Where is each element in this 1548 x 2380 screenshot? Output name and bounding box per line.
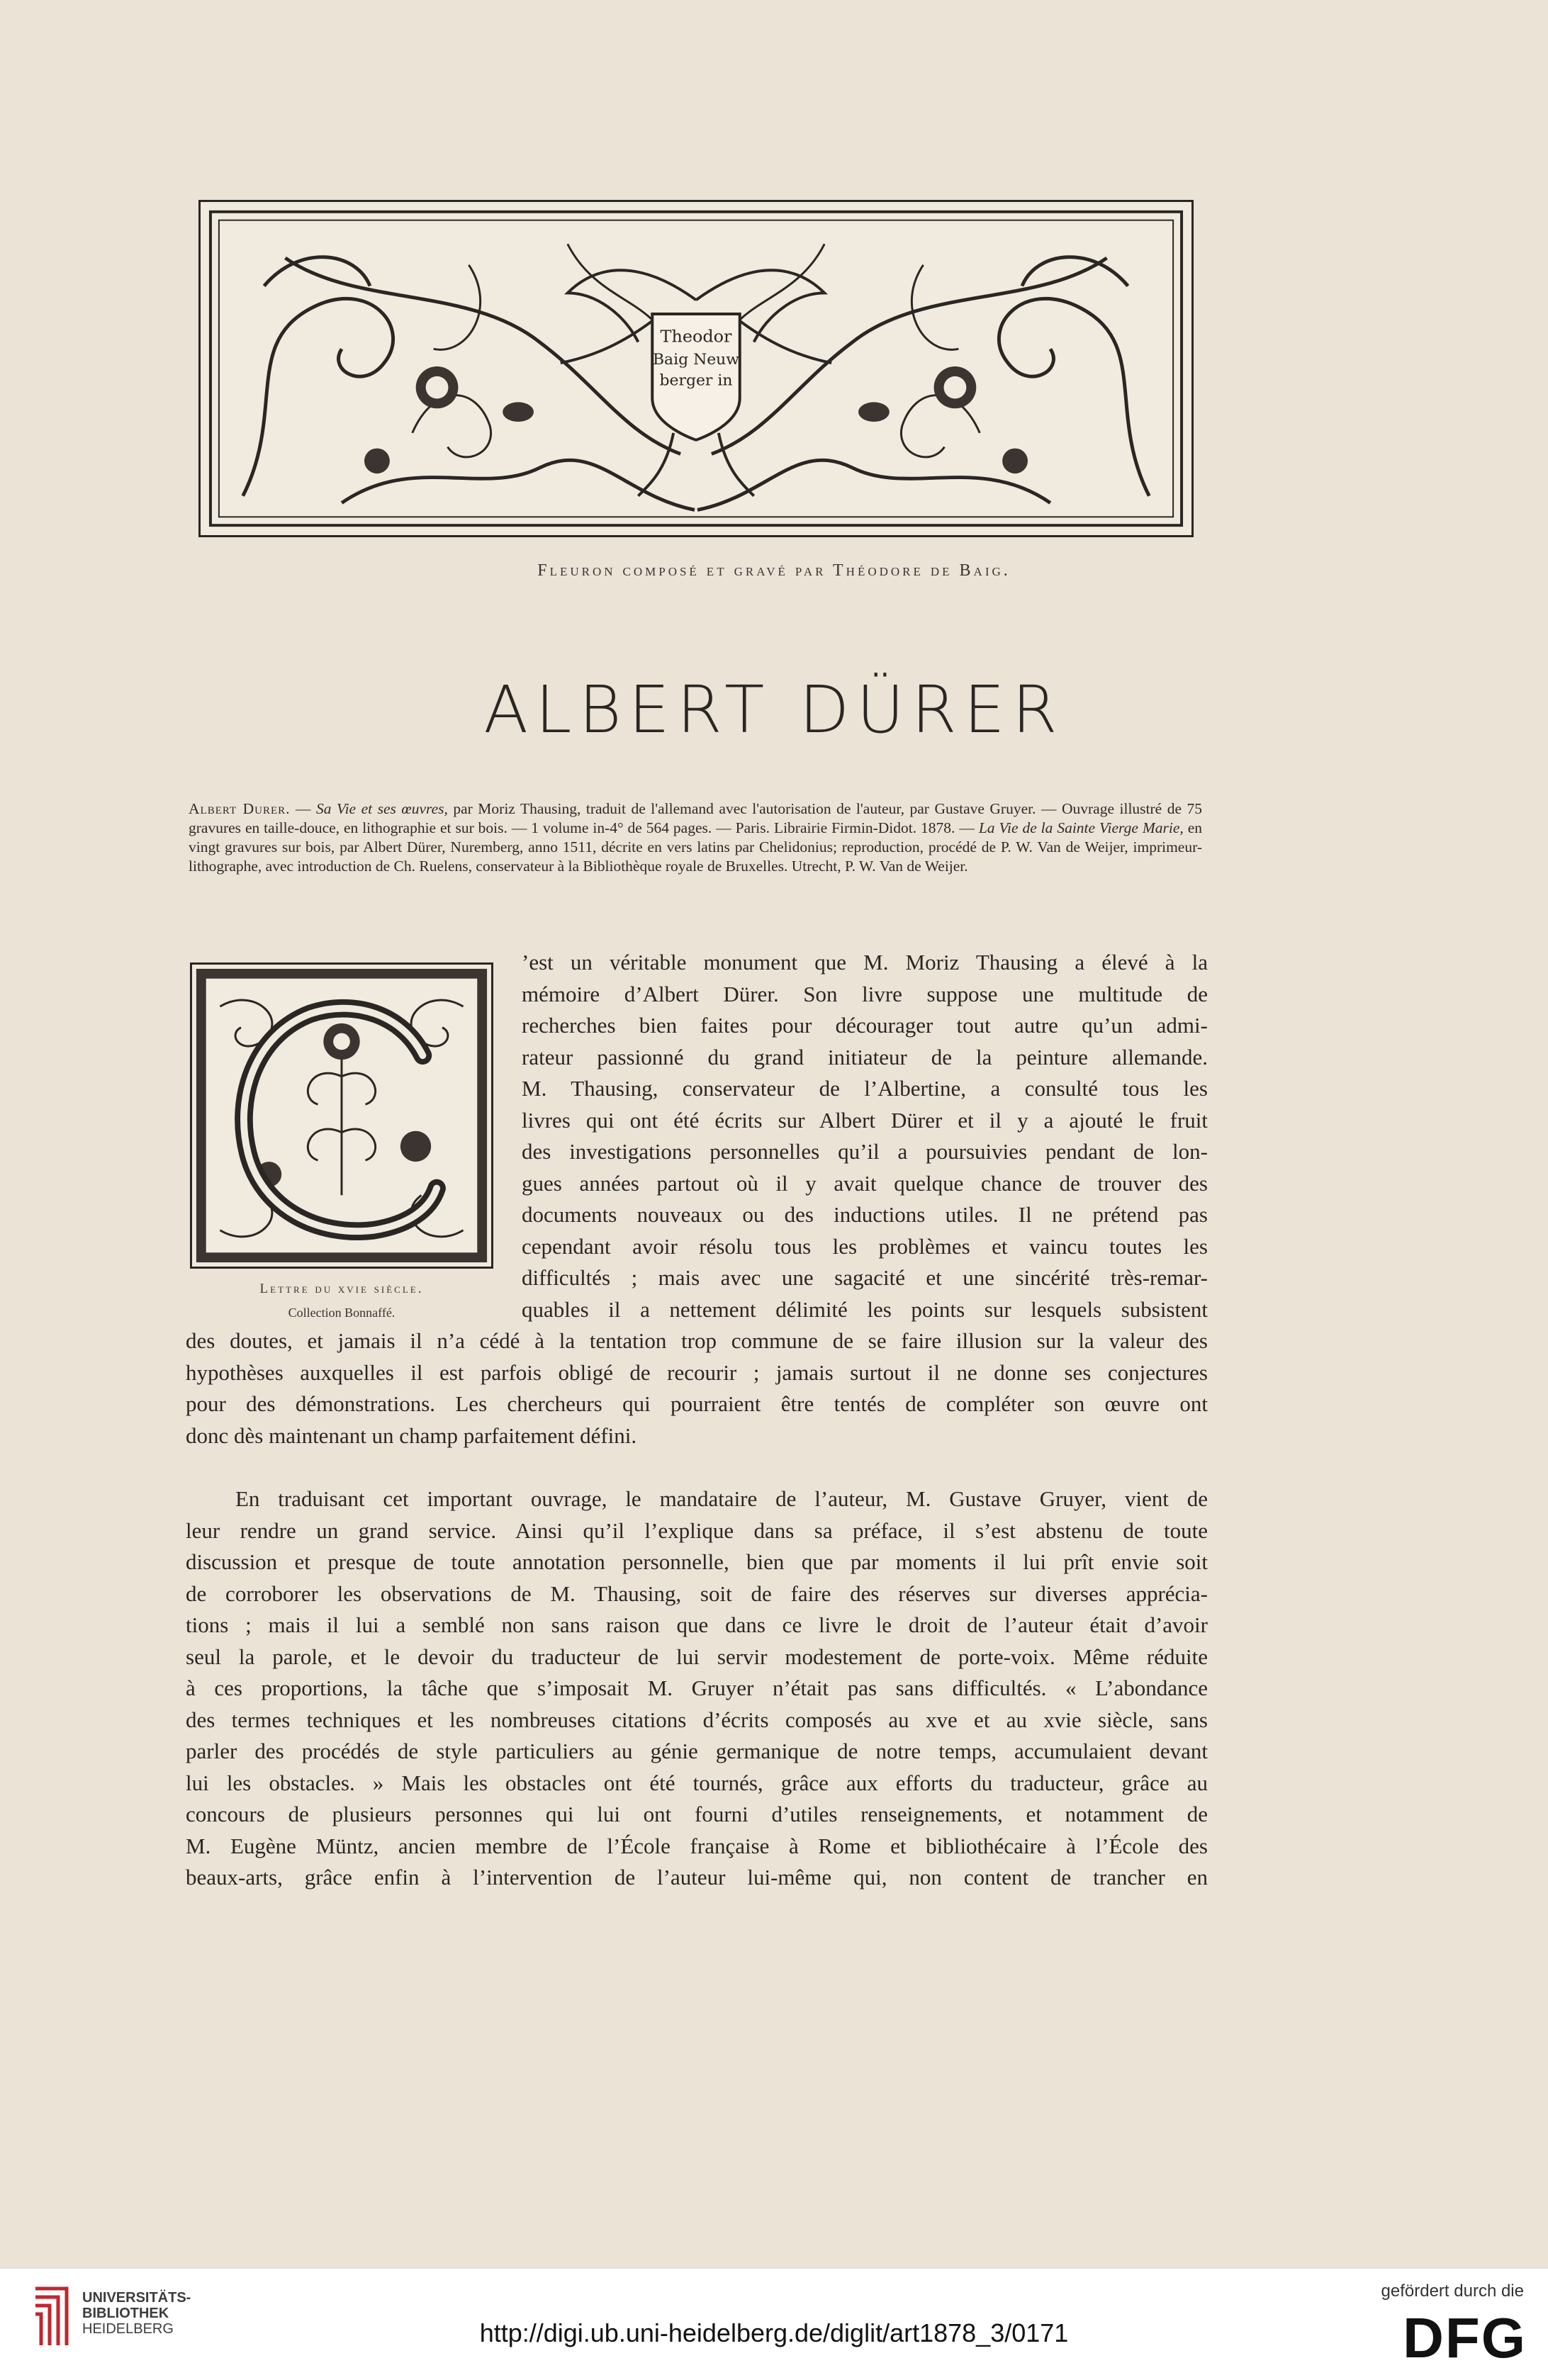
dfg-logo[interactable]: DFG [1403,2306,1527,2369]
body-line: concours de plusieurs personnes qui lui ont fourni d’utiles renseignements, et notamment de [186,1802,1208,1826]
body-line: tions ; mais il lui a semblé non sans raison que dans ce livre le droit de l’auteur était d’avoir [186,1612,1208,1637]
body-line: lui les obstacles. » Mais les obstacles ont été tournés, grâce aux efforts du traducteur, grâce au [186,1770,1208,1795]
body-line: des doutes, et jamais il n’a cédé à la tentation trop commune de se faire illusion sur la valeur des [186,1328,1208,1353]
permalink-url[interactable]: http://digi.ub.uni-heidelberg.de/diglit/art1878_3/0171 [479,2318,1069,2347]
body-line: gues années partout où il y avait quelque chance de trouver des [522,1170,1208,1196]
biblio-text: — [290,800,317,817]
body-line: seul la parole, et le devoir du traducteur de lui servir modestement de porte-voix. Même réduite [186,1644,1208,1669]
page-title: ALBERT DÜRER [483,672,1065,748]
body-line: documents nouveaux ou des inductions utiles. Il ne prétend pas [522,1202,1208,1227]
body-line: quables il a nettement délimité les points sur lesquels subsistent [522,1296,1208,1322]
biblio-text: par Moriz Thausing, traduit de l'allemand avec l'autorisation de l'auteur, par Gustave Gruyer. — Ouvrage illustré de 75 gravures en taille-douce, en lithographie et sur bois. — 1 volume in-4° de 564 pages. — Paris. Librairie Firmin-Didot. 1878. — [189,800,1202,836]
biblio-work-title: Sa Vie et ses œuvres, [316,800,448,817]
biblio-work-title: La Vie de la Sainte Vierge Marie, [978,819,1184,836]
body-line: à ces proportions, la tâche que s’imposait M. Gruyer n’était pas sans difficultés. « L’abondance [186,1675,1208,1700]
bibliographic-note [189,799,1202,876]
library-name-line: BIBLIOTHEK [82,2306,169,2321]
digitization-footer [0,2268,1548,2380]
body-line: parler des procédés de style particuliers au génie germanique de notre temps, accumulaient devant [186,1739,1208,1763]
body-line: de corroborer les observations de M. Thausing, soit de faire des réserves sur diverses apprécia- [186,1581,1208,1606]
library-name-line: HEIDELBERG [82,2321,174,2337]
body-line: M. Eugène Müntz, ancien membre de l’École française à Rome et bibliothécaire à l’École des [186,1833,1208,1858]
body-line: difficultés ; mais avec une sagacité et une sincérité très-remar- [522,1265,1208,1290]
body-line: mémoire d’Albert Dürer. Son livre suppose une multitude de [522,981,1208,1006]
body-line: pour des démonstrations. Les chercheurs qui pourraient être tentés de compléter son œuvre ont [186,1391,1208,1416]
body-line: livres qui ont été écrits sur Albert Dürer et il y a ajouté le fruit [522,1107,1208,1133]
body-line: ’est un véritable monument que M. Moriz Thausing a élevé à la [522,950,1208,975]
dropcap-letter-c [190,962,493,1269]
body-line: des investigations personnelles qu’il a poursuivies pendant de lon- [522,1139,1208,1164]
body-line: En traduisant cet important ouvrage, le mandataire de l’auteur, M. Gustave Gruyer, vient de [235,1486,1208,1511]
biblio-author: Albert Durer. [189,800,291,817]
body-line: leur rendre un grand service. Ainsi qu’il l’explique dans sa préface, il s’est abstenu de toute [186,1517,1208,1543]
fleuron-inscription-line: Theodor [660,326,732,347]
dropcap-caption: Lettre du xvie siècle. [259,1281,424,1296]
dropcap-collection: Collection Bonnaffé. [288,1306,396,1320]
body-line: cependant avoir résolu tous les problèmes et vaincu toutes les [522,1233,1208,1259]
body-line: beaux-arts, grâce enfin à l’intervention de l’auteur lui-même qui, non content de trancher en [186,1865,1208,1890]
body-line: des termes techniques et les nombreuses citations d’écrits composés au xve et au xvie siècle, sans [186,1707,1208,1732]
body-line: discussion et presque de toute annotation personnelle, bien que par moments il lui prît envie soit [186,1549,1208,1574]
fleuron-inscription-line: Baig Neuw [652,351,740,369]
body-line: hypothèses auxquelles il est parfois obligé de recourir ; jamais surtout il ne donne ses conjectures [186,1359,1208,1385]
body-line: donc dès maintenant un champ parfaitement défini. [186,1422,637,1448]
biblio-text: en vingt gravures sur bois, par Albert Dürer, Nuremberg, anno 1511, décrite en vers latins par Chelidonius; reproduction, procédé de P. W. Van de Weijer, imprimeur-lithographe, avec introduction de Ch. Ruelens, conservateur à la Bibliothèque royale de Bruxelles. Utrecht, P. W. Van de Weijer. [189,819,1202,875]
fleuron-engraving [198,200,1194,537]
body-line: rateur passionné du grand initiateur de la peinture allemande. [522,1044,1208,1070]
library-name-line: UNIVERSITÄTS- [82,2290,191,2306]
funding-label: gefördert durch die [1381,2281,1524,2301]
body-line: recherches bien faites pour décourager tout autre qu’un admi- [522,1013,1208,1038]
body-line: M. Thausing, conservateur de l’Albertine, a consulté tous les [522,1076,1208,1101]
fleuron-caption: Fleuron composé et gravé par Théodore de Baig. [537,561,1011,580]
fleuron-inscription-line: berger in [659,371,733,390]
